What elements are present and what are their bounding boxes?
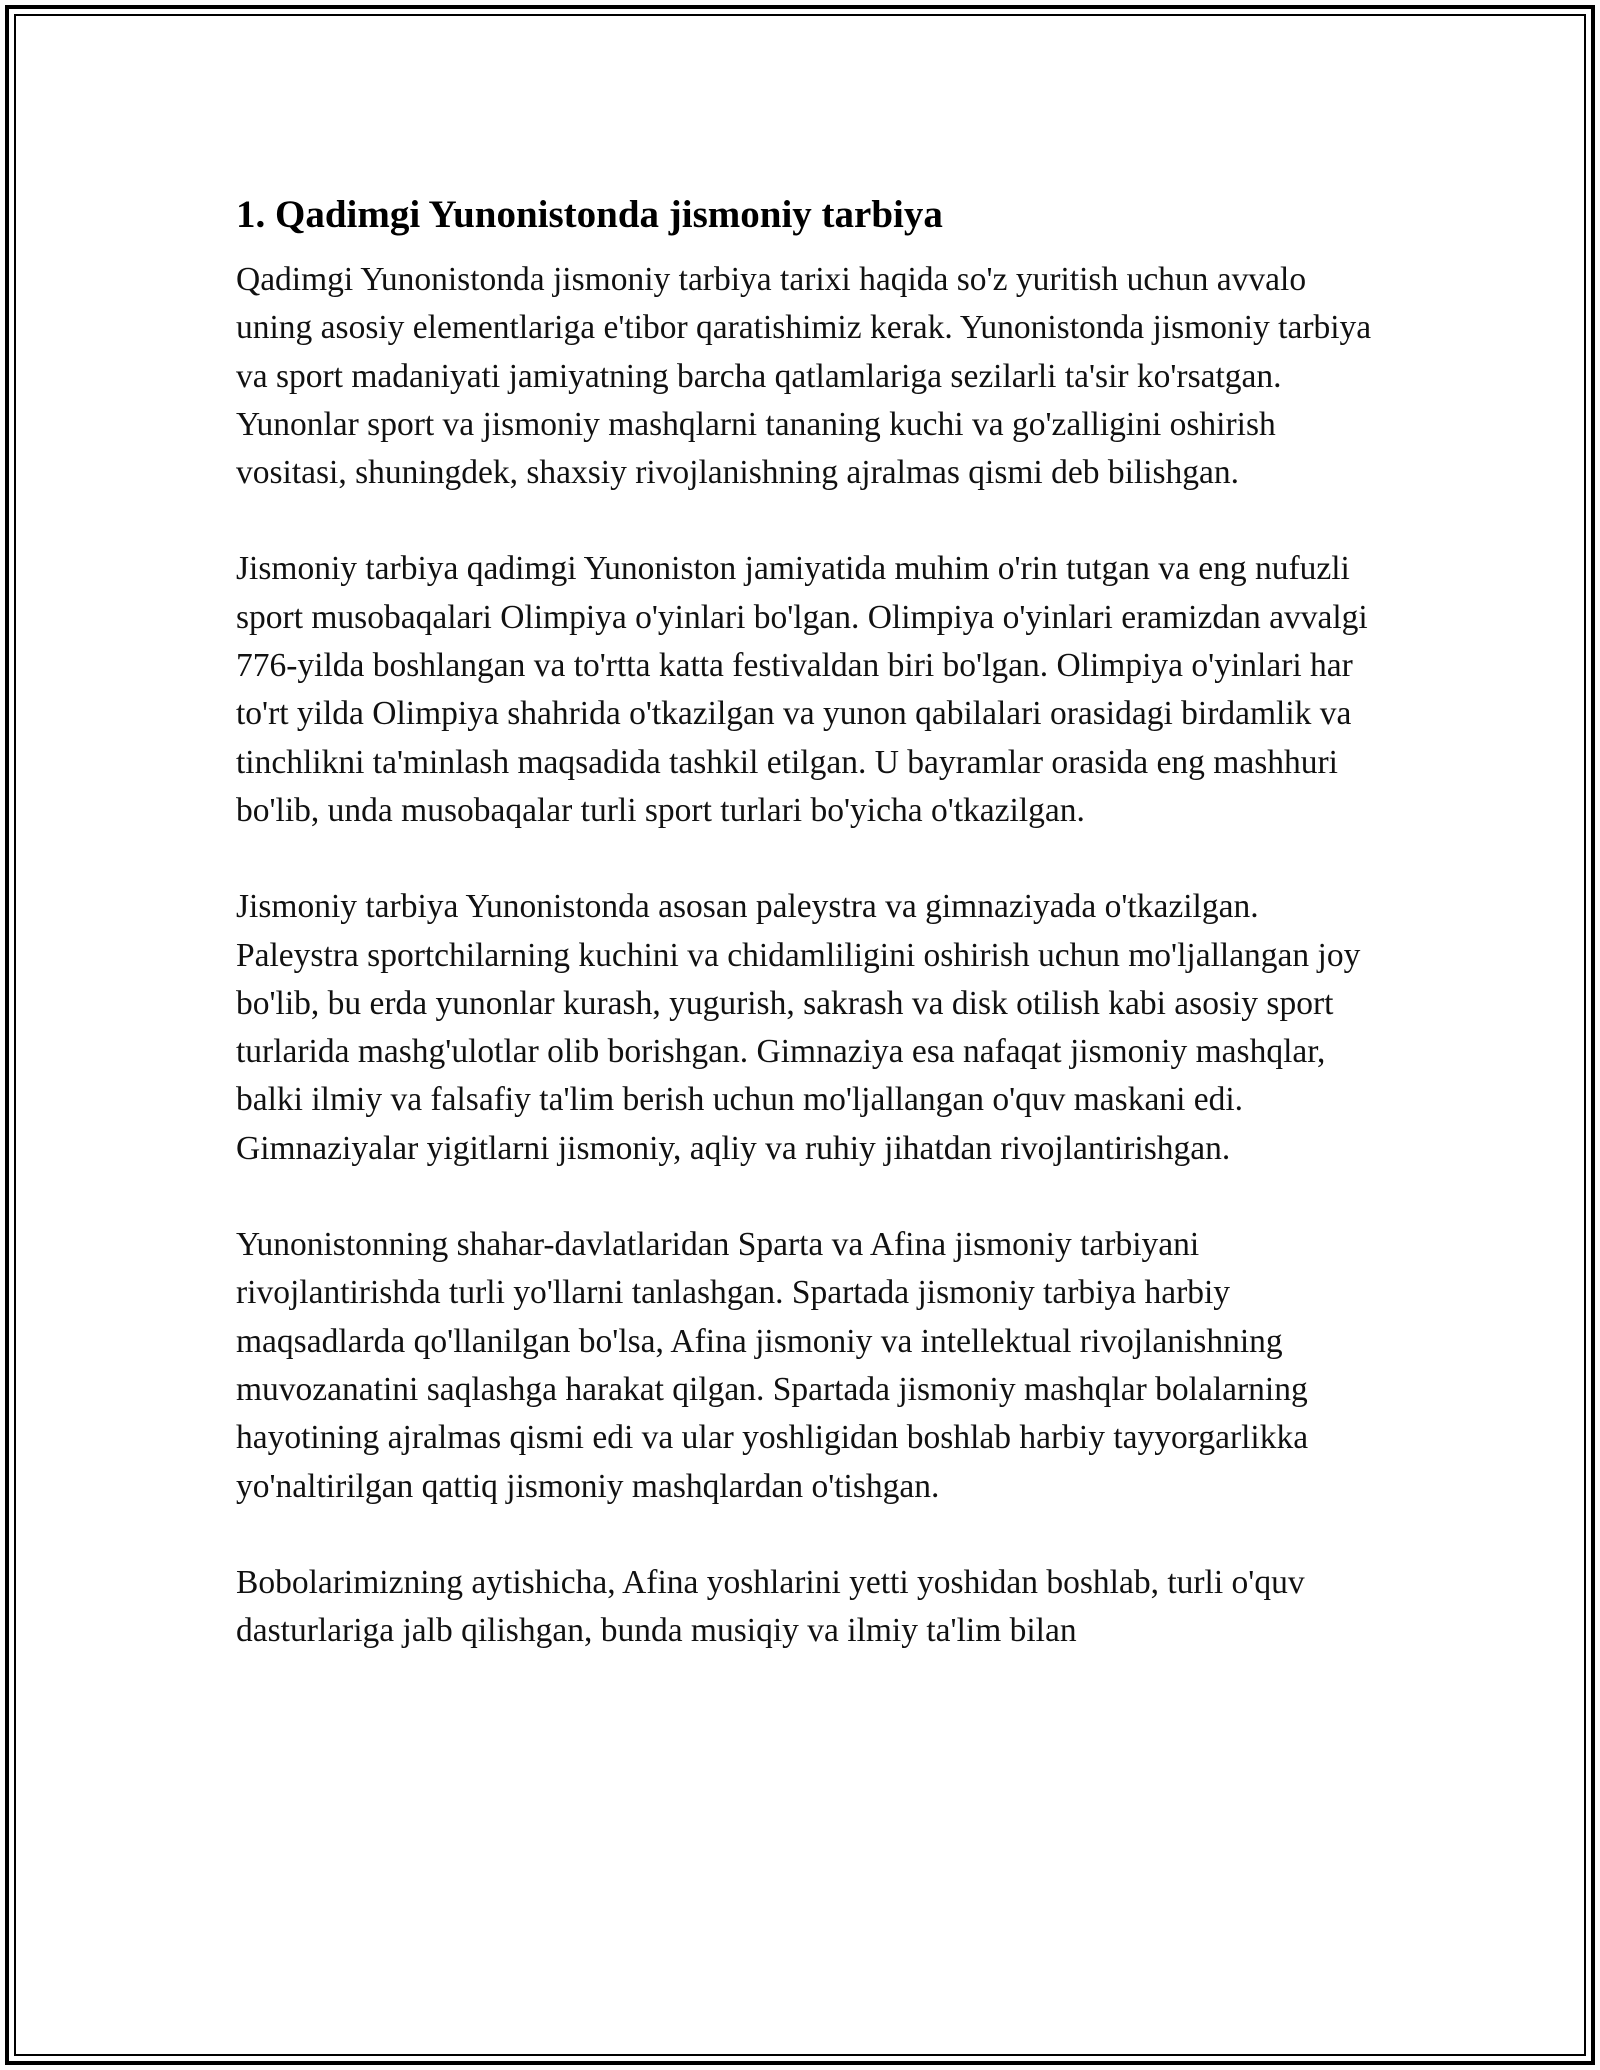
paragraph-1: Qadimgi Yunonistonda jismoniy tarbiya tarixi haqida so'z yuritish uchun avvalo uning asosiy elementlariga e'tibor qaratishimiz kerak. Yunonistonda jismoniy tarbiya va sport madaniyati jamiyatning barcha qatlamlariga sezilarli ta'sir ko'rsatgan. Yunonlar sport va jismoniy mashqlarni tananing kuchi va go'zalligini oshirish vositasi, shuningdek, shaxsiy rivojlanishning ajralmas qismi deb bilishgan.	[236, 261, 1372, 492]
paragraph-2: Jismoniy tarbiya qadimgi Yunoniston jamiyatida muhim o'rin tutgan va eng nufuzli sport musobaqalari Olimpiya o'yinlari bo'lgan. Olimpiya o'yinlari eramizdan avvalgi 776-yilda boshlangan va to'rtta katta festivaldan biri bo'lgan. Olimpiya o'yinlari har to'rt yilda Olimpiya shahrida o'tkazilgan va yunon qabilalari orasidagi birdamlik va tinchlikni ta'minlash maqsadida tashkil etilgan. U bayramlar orasida eng mashhuri bo'lib, unda musobaqalar turli sport turlari bo'yicha o'tkazilgan.	[236, 550, 1368, 829]
paragraph-4: Yunonistonning shahar-davlatlaridan Sparta va Afina jismoniy tarbiyani rivojlantirishda turli yo'llarni tanlashgan. Spartada jismoniy tarbiya harbiy maqsadlarda qo'llanilgan bo'lsa, Afina jismoniy va intellektual rivojlanishning muvozanatini saqlashga harakat qilgan. Spartada jismoniy mashqlar bolalarning hayotining ajralmas qismi edi va ular yoshligidan boshlab harbiy tayyorgarlikka yo'naltirilgan qattiq jismoniy mashqlardan o'tishgan.	[236, 1226, 1309, 1505]
document-body	[236, 188, 1376, 1655]
paragraph-5: Bobolarimizning aytishicha, Afina yoshlarini yetti yoshidan boshlab, turli o'quv dasturlariga jalb qilishgan, bunda musiqiy va ilmiy ta'lim bilan	[236, 1563, 1305, 1650]
paragraph-3: Jismoniy tarbiya Yunonistonda asosan paleystra va gimnaziyada o'tkazilgan. Paleystra sportchilarning kuchini va chidamliligini oshirish uchun mo'ljallangan joy bo'lib, bu erda yunonlar kurash, yugurish, sakrash va disk otilish kabi asosiy sport turlarida mashg'ulotlar olib borishgan. Gimnaziya esa nafaqat jismoniy mashqlar, balki ilmiy va falsafiy ta'lim berish uchun mo'ljallangan o'quv maskani edi. Gimnaziyalar yigitlarni jismoniy, aqliy va ruhiy jihatdan rivojlantirishgan.	[236, 888, 1361, 1167]
section-heading: 1. Qadimgi Yunonistonda jismoniy tarbiya	[236, 193, 943, 236]
